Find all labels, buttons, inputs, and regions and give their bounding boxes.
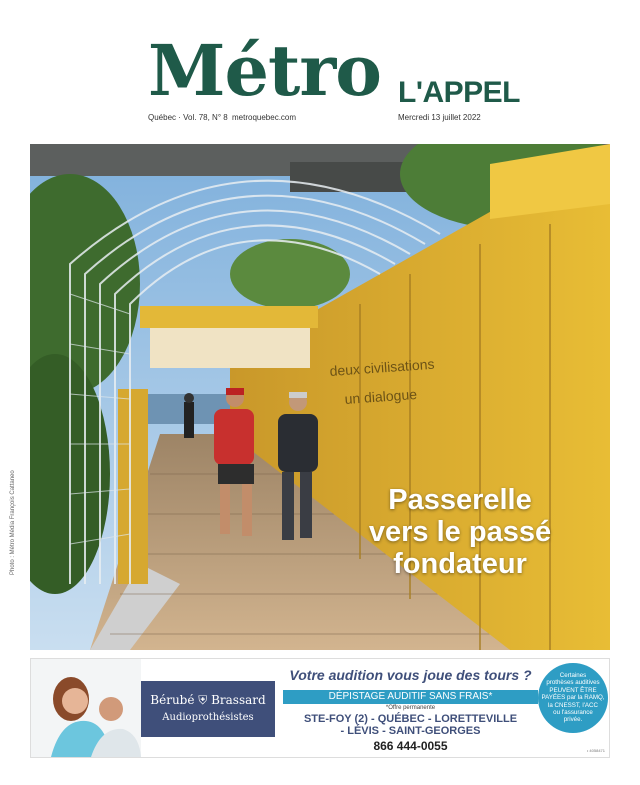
ad-phone-number[interactable]: 866 444-0055 xyxy=(373,739,448,753)
metro-logo[interactable]: Métro xyxy=(148,29,381,112)
ad-coverage-badge xyxy=(538,663,608,733)
headline-line-3: fondateur xyxy=(393,548,527,580)
website-link[interactable]: metroquebec.com xyxy=(232,113,297,122)
ad-brand-name: Bérubé ⛨ Brassard xyxy=(150,693,266,707)
ad-offer-note: *Offre permanente xyxy=(385,705,436,711)
ad-code: • 4058471 xyxy=(586,748,605,753)
badge-line: PEUVENT ÊTRE xyxy=(549,686,597,694)
ad-brand-block xyxy=(141,681,275,737)
badge-line: PAYÉES par la RAMQ, xyxy=(541,694,605,702)
masthead xyxy=(0,0,640,140)
wall-text-line-1: deux civilisations xyxy=(329,355,436,379)
ad-brand-sub: Audioprothésistes xyxy=(162,712,254,723)
photo-credit: Photo : Métro Média François Cattaneo xyxy=(10,470,16,575)
edition-name: L'APPEL xyxy=(398,76,520,109)
headline-line-1: Passerelle xyxy=(388,484,532,516)
issue-date: Mercredi 13 juillet 2022 xyxy=(398,113,481,122)
wall-text-line-2: un dialogue xyxy=(344,385,418,407)
ad-screening-band: DÉPISTAGE AUDITIF SANS FRAIS* xyxy=(283,690,538,704)
badge-line: la CNESST, l'ACC xyxy=(547,701,598,709)
ad-headline: Votre audition vous joue des tours ? xyxy=(289,667,532,683)
ad-locations-2: - LÉVIS - SAINT-GEORGES xyxy=(340,725,481,737)
badge-line: ou l'assurance xyxy=(553,709,593,717)
headline-line-2: vers le passé xyxy=(368,516,552,548)
cover-photo xyxy=(30,144,610,650)
ad-locations-1: STE-FOY (2) - QUÉBEC - LORETTEVILLE xyxy=(303,713,518,725)
badge-line: privée. xyxy=(563,716,583,724)
badge-line: prothèses auditives xyxy=(546,679,600,687)
badge-line: Certaines xyxy=(559,672,587,679)
location-volume: Québec · Vol. 78, N° 8 xyxy=(148,113,228,122)
couple-photo xyxy=(31,659,141,757)
cover-headline[interactable] xyxy=(350,484,570,580)
advertisement[interactable] xyxy=(30,658,610,758)
